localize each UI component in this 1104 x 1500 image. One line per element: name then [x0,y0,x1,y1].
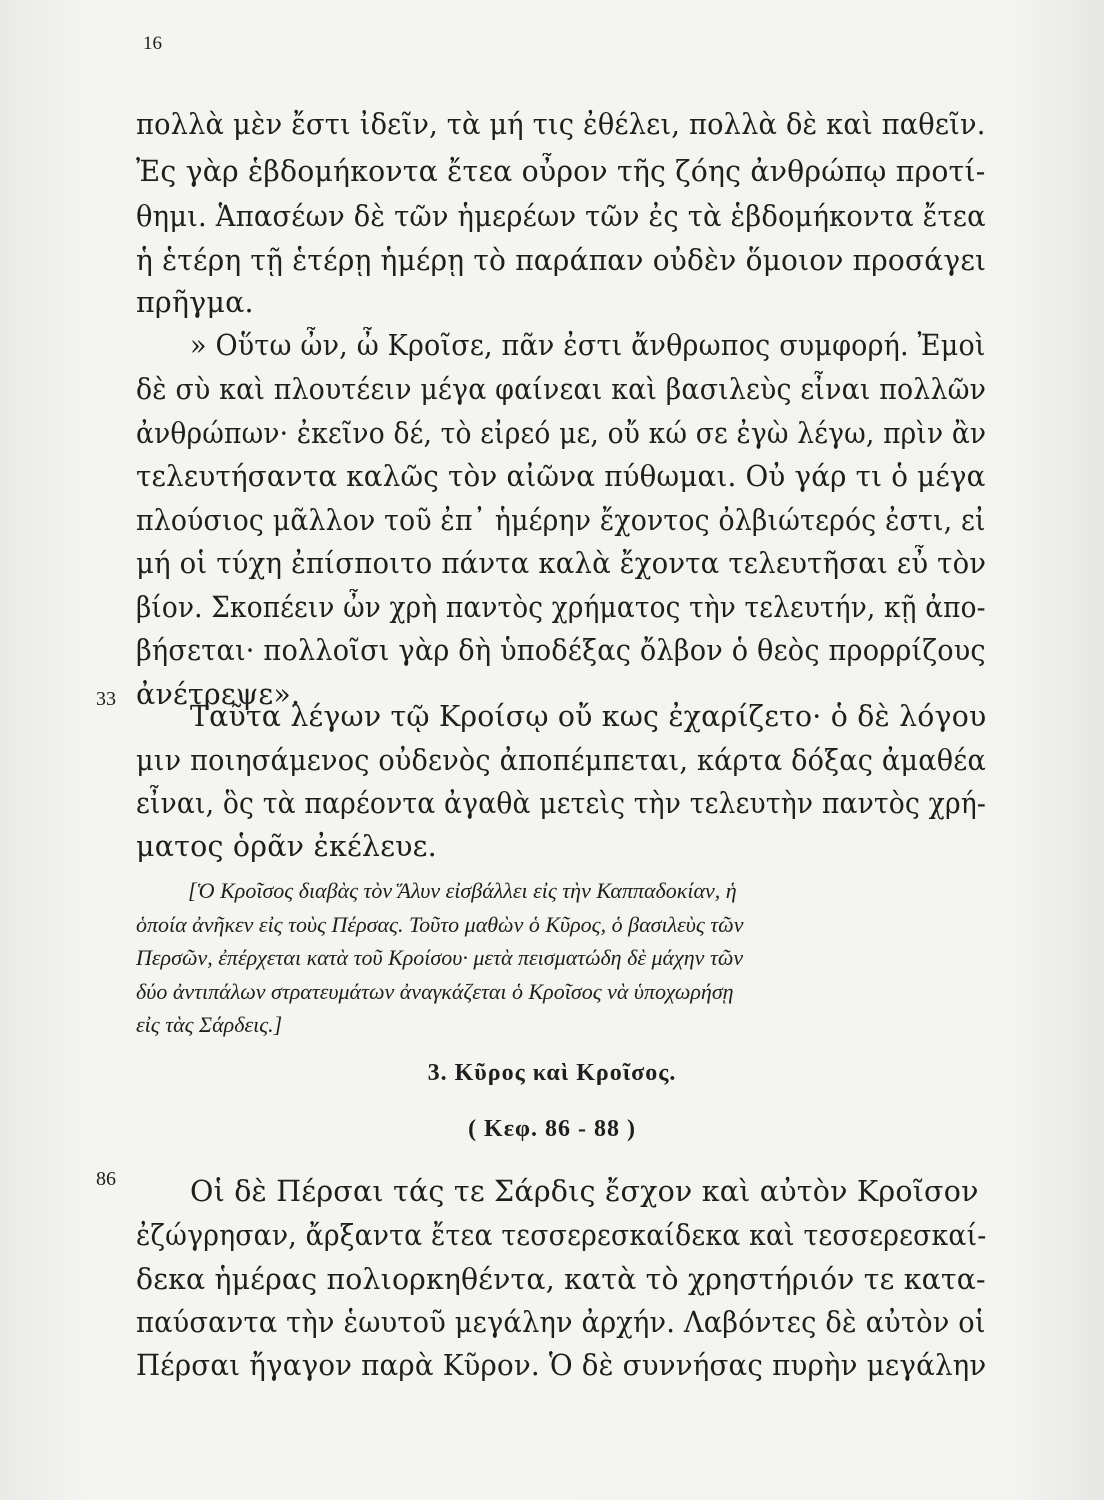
text-line: πλούσιος μᾶλλον τοῦ ἐπ᾽ ἡμέρην ἔχοντος ὀλβιώτερός ἐστι, εἰ [136,504,986,537]
section-number: 33 [96,688,116,710]
text-line: βήσεται· πολλοῖσι γὰρ δὴ ὑποδέξας ὄλβον ὁ θεὸς προρρίζους [136,634,986,667]
text-line: ἀνέτρεψε». [136,678,301,711]
text-line: Ταῦτα λέγων τῷ Κροίσῳ οὔ κως ἐχαρίζετο· ὁ δὲ λόγου [190,700,987,733]
note-line: ὁποία ἀνῆκεν εἰς τοὺς Πέρσας. Τοῦτο μαθὼν ὁ Κῦρος, ὁ βασιλεὺς τῶν [136,912,744,937]
text-line: δεκα ἡμέρας πολιορκηθέντα, κατὰ τὸ χρηστήριόν τε κατα- [136,1263,986,1296]
page-number: 16 [143,33,162,54]
note-line: Περσῶν, ἐπέρχεται κατὰ τοῦ Κροίσου· μετὰ πεισματώδη δὲ μάχην τῶν [136,945,744,970]
section-heading: 3. Κῦρος καὶ Κροῖσος. [427,1060,677,1086]
text-line: δὲ σὺ καὶ πλουτέειν μέγα φαίνεαι καὶ βασιλεὺς εἶναι πολλῶν [136,373,987,406]
text-line: ἐζώγρησαν, ἄρξαντα ἔτεα τεσσερεσκαίδεκα καὶ τεσσερεσκαί- [136,1219,987,1252]
text-line: ἀνθρώπων· ἐκεῖνο δέ, τὸ εἰρεό με, οὔ κώ σε ἐγὼ λέγω, πρὶν ἂν [136,417,987,450]
chapter-range: ( Κεφ. 86 - 88 ) [468,1116,636,1142]
text-line: Οἱ δὲ Πέρσαι τάς τε Σάρδις ἔσχον καὶ αὐτὸν Κροῖσον [190,1175,979,1208]
text-line: θημι. Ἁπασέων δὲ τῶν ἡμερέων τῶν ἐς τὰ ἑβδομήκοντα ἔτεα [136,200,986,233]
text-line: ματος ὁρᾶν ἐκέλευε. [136,830,437,863]
text-line: Πέρσαι ἤγαγον παρὰ Κῦρον. Ὁ δὲ συννήσας πυρὴν μεγάλην [136,1349,987,1382]
text-line: » Οὕτω ὦν, ὦ Κροῖσε, πᾶν ἐστι ἄνθρωπος συμφορή. Ἐμοὶ [190,329,986,362]
text-line: πολλὰ μὲν ἔστι ἰδεῖν, τὰ μή τις ἐθέλει, πολλὰ δὲ καὶ παθεῖν. [136,108,986,141]
text-line: μιν ποιησάμενος οὐδενὸς ἀποπέμπεται, κάρτα δόξας ἀμαθέα [136,744,986,777]
text-line: παύσαντα τὴν ἑωυτοῦ μεγάλην ἀρχήν. Λαβόντες δὲ αὐτὸν οἱ [136,1306,986,1339]
text-line: βίον. Σκοπέειν ὦν χρὴ παντὸς χρήματος τὴν τελευτήν, κῇ ἀπο- [136,591,986,624]
text-line: εἶναι, ὃς τὰ παρέοντα ἀγαθὰ μετεὶς τὴν τελευτὴν παντὸς χρή- [136,787,987,820]
text-line: τελευτήσαντα καλῶς τὸν αἰῶνα πύθωμαι. Οὐ γάρ τι ὁ μέγα [136,460,986,493]
note-line: εἰς τὰς Σάρδεις.] [136,1012,283,1037]
note-line: δύο ἀντιπάλων στρατευμάτων ἀναγκάζεται ὁ Κροῖσος νὰ ὑποχωρήσῃ [136,979,734,1004]
section-number: 86 [96,1168,116,1190]
text-line: μή οἱ τύχη ἐπίσποιτο πάντα καλὰ ἔχοντα τελευτῆσαι εὖ τὸν [136,547,987,580]
note-line: [Ὁ Κροῖσος διαβὰς τὸν Ἅλυν εἰσβάλλει εἰς τὴν Καππαδοκίαν, ἡ [188,878,737,903]
text-line: ἡ ἑτέρη τῇ ἑτέρῃ ἡμέρῃ τὸ παράπαν οὐδὲν ὅμοιον προσάγει [136,244,987,277]
text-line: πρῆγμα. [136,286,254,319]
text-line: Ἐς γὰρ ἑβδομήκοντα ἔτεα οὖρον τῆς ζόης ἀνθρώπῳ προτί- [136,155,986,188]
